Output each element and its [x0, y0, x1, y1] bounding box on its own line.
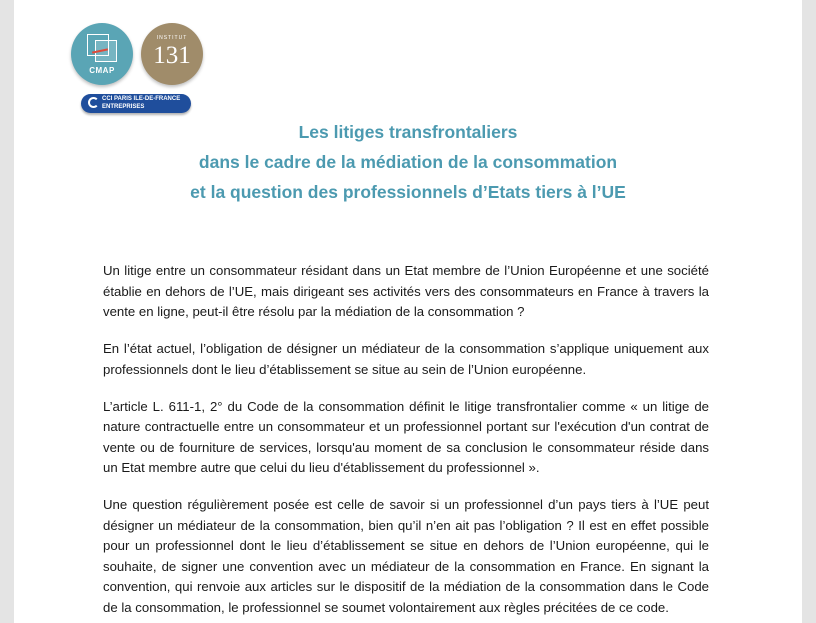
cmap-logo [71, 23, 133, 85]
cci-label-line2: ENTREPRISES [102, 104, 145, 110]
paragraph-2: En l’état actuel, l’obligation de désigner un médiateur de la consommation s’applique uniquement aux professionnels dont le lieu d’établissement se situe au sein de l’Union européenne. [103, 341, 709, 377]
paragraph-4: Une question régulièrement posée est celle de savoir si un professionnel d’un pays tiers à l’UE peut désigner un médiateur de la consommation, bien qu’il n’en ait pas l’obligation ? Il est en effet possible pour un professionnel dont le lieu d’établissement se situe en dehors de l’Union européenne, qui le souhaite, de signer une convention avec un médiateur de la consommation en France. En signant la convention, qui renvoie aux articles sur le dispositif de la médiation de la consommation dans le Code de la consommation, le professionnel se soumet volontairement aux règles précitées de ce code. [103, 497, 709, 615]
paragraph-3: L’article L. 611-1, 2° du Code de la consommation définit le litige transfrontalier comme « un litige de nature contractuelle entre un consommateur et un professionnel portant sur l'exécution d'un contrat de vente ou de fourniture de services, lorsqu'au moment de sa conclusion le consommateur réside dans un Etat membre autre que celui du lieu d'établissement du professionnel ». [103, 398, 709, 475]
institut-number: 131 [153, 42, 191, 69]
document-title [14, 117, 802, 207]
cmap-logo-label: CMAP [89, 66, 115, 75]
title-line-2: dans le cadre de la médiation de la consommation [198, 152, 618, 172]
document-body [103, 261, 709, 623]
cci-paris-badge [81, 94, 191, 113]
title-line-3: et la question des professionnels d’Etats tiers à l’UE [190, 182, 626, 202]
institut-131-logo [141, 23, 203, 85]
cci-label-line1: CCI PARIS ILE-DE-FRANCE [102, 96, 181, 102]
cci-logo-icon [88, 97, 99, 108]
paragraph-1: Un litige entre un consommateur résidant dans un Etat membre de l’Union Européenne et une société établie en dehors de l’UE, mais dirigeant ses activités vers des consommateurs en France à travers la vente en ligne, peut-il être résolu par la médiation de la consommation ? [103, 263, 709, 319]
institut-label: INSTITUT [156, 35, 188, 41]
title-line-1: Les litiges transfrontaliers [298, 122, 518, 142]
document-page [14, 0, 802, 623]
